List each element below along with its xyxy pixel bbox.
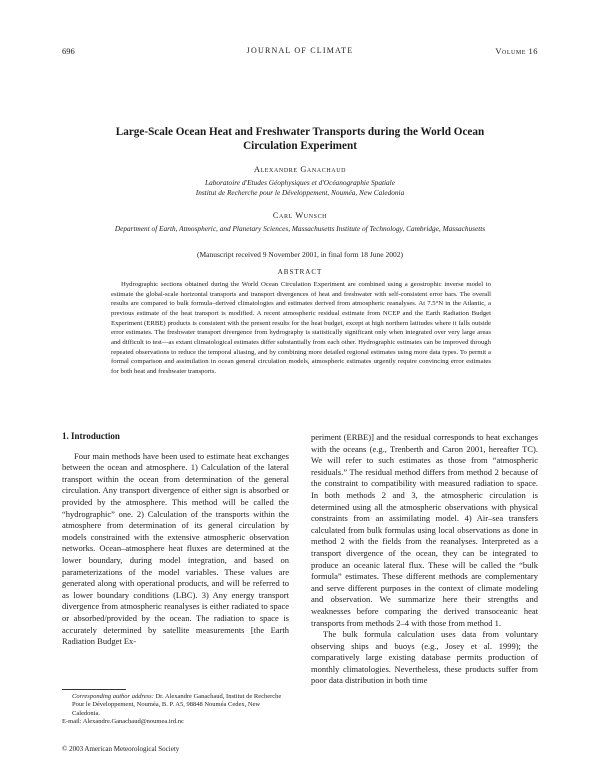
journal-name: JOURNAL OF CLIMATE: [246, 46, 354, 55]
affiliation-line: Institut de Recherche pour le Développement, Nouméa, New Caledonia: [195, 188, 405, 197]
footnote-rule: [62, 689, 126, 690]
right-column: [311, 432, 538, 687]
intro-paragraph: The bulk formula calculation uses data from voluntary observing ships and buoys (e.g., Josey et al. 1999); the comparatively large existing database permits production of monthly climatologies. Nevertheless, these products suffer from poor data distribution in both time: [311, 629, 538, 686]
abstract-text: Hydrographic sections obtained during the World Ocean Circulation Experiment are combined using a geostrophic inverse model to estimate the global-scale horizontal transports and transport divergences of heat and freshwater with self-consistent error bars. The overall results are compared to bulk formula–derived climatologies and estimates derived from atmospheric reanalyses. At 7.5°N in the Atlantic, a previous estimate of the heat transport is modified. A recent atmospheric residual estimate from NCEP and the Earth Radiation Budget Experiment (ERBE) products is consistent with the present results for the heat budget, except at high northern latitudes where it falls outside error estimates. The freshwater transport divergence from hydrography is statistically significant only when integrated over very large areas and difficult to test—as extant climatological estimates differ substantially from each other. Hydrographic estimates can be improved through repeated observations to reduce the temporal aliasing, and by combining more detailed regional estimates using more data types. To permit a formal comparison and assimilation in ocean general circulation models, atmospheric estimates urgently require convincing error estimates for both heat and freshwater transports.: [111, 281, 491, 375]
running-head: [62, 46, 538, 58]
manuscript-dates: (Manuscript received 9 November 2001, in final form 18 June 2002): [197, 250, 403, 259]
section-heading: 1. Introduction: [62, 431, 120, 441]
author-affiliation: [62, 224, 538, 234]
affiliation-line: Department of Earth, Atmospheric, and Planetary Sciences, Massachusetts Institute of Technology, Cambridge, Massachusetts: [114, 224, 486, 233]
title-line: Large-Scale Ocean Heat and Freshwater Transports during the World Ocean: [115, 126, 485, 138]
volume-label: Volume 16: [495, 46, 538, 56]
abstract-heading: ABSTRACT: [277, 268, 323, 276]
footnote-email: E-mail: Alexandre.Ganachaud@noumea.ird.nc: [62, 718, 184, 726]
page-number: 696: [62, 46, 75, 56]
paper-title: [62, 125, 538, 153]
affiliation-line: Laboratoire d'Etudes Géophysiques et d'Océanographie Spatiale: [205, 178, 395, 187]
intro-paragraph: periment (ERBE)] and the residual corresponds to heat exchanges with the oceans (e.g., Trenberth and Caron 2001, hereafter TC). We will refer to such estimates as those from “atmospheric residuals.” The residual method differs from method 2 because of the constraint to compatibility with measured radiation to space. In both methods 2 and 3, the atmospheric circulation is determined using all the atmospheric observations with physical constraints from an assimilating model. 4) Air–sea transfers calculated from bulk formulas using local observations as done in method 2 with the fields from the reanalyses. Interpreted as a transport divergence of the ocean, they can be integrated to produce an oceanic lateral flux. These will be called the “bulk formula” estimates. These different methods are complementary and serve different purposes in the context of climate modeling and observation. We summarize here their strengths and weaknesses before comparing the derived transoceanic heat transports from methods 2–4 with those from method 1.: [311, 432, 538, 628]
copyright-notice: © 2003 American Meteorological Society: [62, 745, 180, 753]
footnote: [62, 693, 289, 727]
author-name: Carl Wunsch: [272, 211, 328, 220]
author-name: Alexandre Ganachaud: [253, 165, 347, 174]
author-affiliation: [62, 178, 538, 198]
title-line: Circulation Experiment: [243, 140, 357, 152]
footnote-body: [62, 693, 289, 718]
intro-paragraph: Four main methods have been used to estimate heat exchanges between the ocean and atmosphere. 1) Calculation of the lateral transport within the ocean from determination of the general circulation. Any transport divergence of either sign is absorbed or provided by the atmosphere. This method will be called the “hydrographic” one. 2) Calculation of the transports within the atmosphere from determination of its general circulation by models constrained with the extensive atmospheric observation networks. Ocean–atmosphere heat fluxes are determined at the lower boundary, during model integration, and based on parameterizations of the model variables. These values are generated along with operational products, and will be referred to as lower boundary conditions (LBC). 3) Any energy transport divergence from atmospheric reanalyses is either radiated to space or absorbed/provided by the ocean. The radiation to space is accurately determined by satellite measurements [the Earth Radiation Budget Ex-: [62, 450, 289, 647]
footnote-address: Dr. Alexandre Ganachaud, Institut de Recherche Pour le Développement, Nouméa, B. P. A5, 98848 Nouméa Cedex, New Caledonia.: [72, 693, 282, 717]
left-column: [62, 431, 289, 648]
footnote-label: Corresponding author address:: [72, 693, 154, 700]
